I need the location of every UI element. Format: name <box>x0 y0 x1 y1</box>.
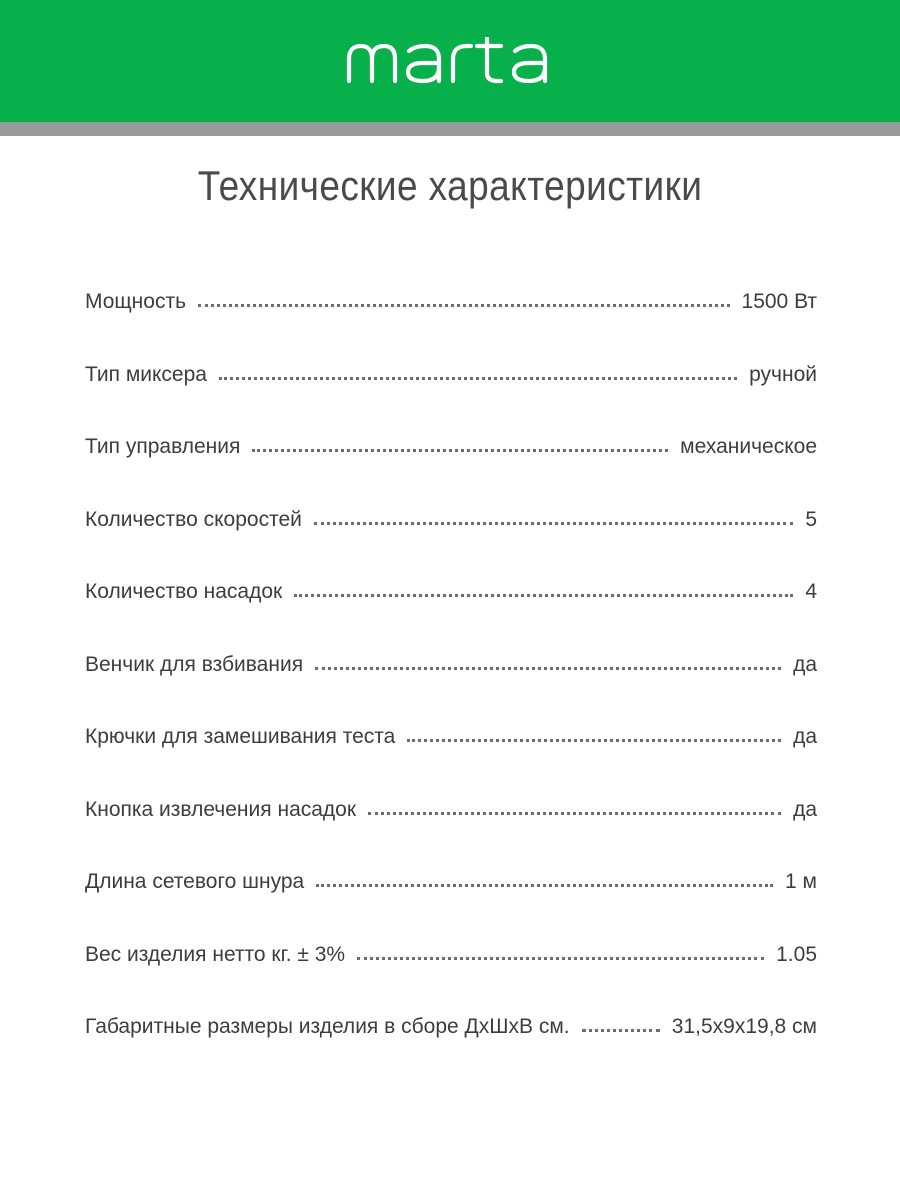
spec-value: 31,5x9x19,8 см <box>671 1015 817 1038</box>
spec-label: Кнопка извлечения насадок <box>85 797 357 821</box>
dot-leader <box>357 957 764 960</box>
brand-logo <box>0 0 900 122</box>
spec-row-cord-length <box>85 870 817 943</box>
dot-leader <box>314 522 793 525</box>
spec-row-attachments <box>85 580 817 653</box>
spec-value: 5 <box>805 507 817 531</box>
spec-row-weight <box>85 943 817 1016</box>
spec-value: механическое <box>680 435 817 458</box>
spec-row-speeds <box>85 508 817 581</box>
dot-leader <box>316 884 773 887</box>
spec-label: Количество скоростей <box>85 507 302 531</box>
spec-value: да <box>793 797 817 821</box>
spec-value: ручной <box>749 362 817 386</box>
spec-row-mixer-type <box>85 363 817 436</box>
spec-label: Тип миксера <box>85 362 207 386</box>
spec-label: Мощность <box>85 290 187 313</box>
dot-leader <box>294 594 793 597</box>
spec-value: 1500 Вт <box>741 290 817 313</box>
spec-row-whisk <box>85 653 817 726</box>
spec-label: Длина сетевого шнура <box>85 870 305 893</box>
spec-value: 4 <box>805 580 817 603</box>
spec-row-dimensions <box>85 1015 817 1088</box>
dot-leader <box>407 739 781 742</box>
spec-label: Габаритные размеры изделия в сборе ДхШхВ см. <box>85 1015 570 1038</box>
dot-leader <box>252 449 668 452</box>
marta-logo <box>345 37 555 85</box>
spec-row-eject-button <box>85 798 817 871</box>
page-title: Технические характеристики <box>197 162 703 209</box>
dot-leader <box>582 1029 660 1032</box>
spec-value: да <box>793 725 817 748</box>
spec-value: 1 м <box>785 870 817 893</box>
specs-list <box>85 290 817 1088</box>
spec-label: Вес изделия нетто кг. ± 3% <box>85 942 346 966</box>
spec-label: Крючки для замешивания теста <box>85 725 396 748</box>
spec-label: Количество насадок <box>85 580 283 603</box>
spec-row-control-type <box>85 435 817 508</box>
dot-leader <box>198 304 729 307</box>
spec-label: Венчик для взбивания <box>85 652 304 676</box>
dot-leader <box>315 667 781 670</box>
dot-leader <box>219 377 737 380</box>
spec-label: Тип управления <box>85 435 241 458</box>
header-stripe <box>0 122 900 136</box>
spec-row-dough-hooks <box>85 725 817 798</box>
spec-row-power <box>85 290 817 363</box>
spec-value: да <box>793 652 817 676</box>
dot-leader <box>368 812 781 815</box>
spec-value: 1.05 <box>776 942 817 966</box>
